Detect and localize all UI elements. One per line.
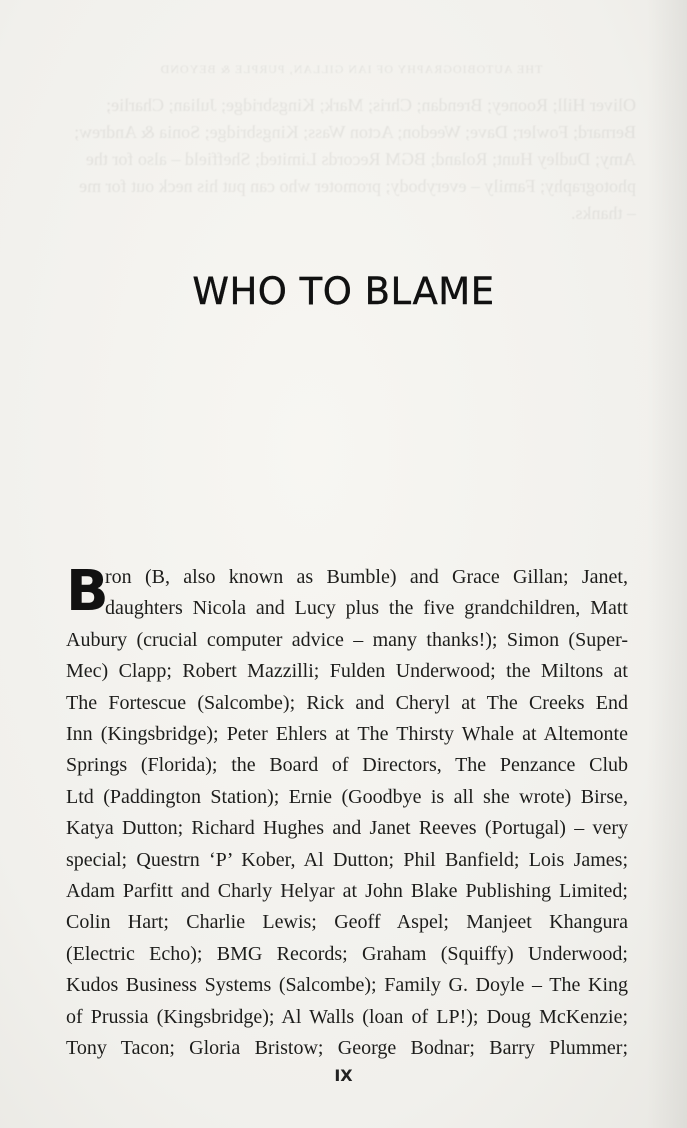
- acknowledgements-paragraph: [66, 559, 628, 1065]
- text-line: Mec) Clapp; Robert Mazzilli; Fulden Underwood; the Miltons at: [66, 660, 628, 683]
- bleed-through-text: Oliver Hill; Rooney; Brendan; Chris; Mark; Kingsbridge; Julian; Charlie; Bernard; Fowler; Dave; Weedon; Acton Wass; Kingsbridge; Sonia & Andrew; Amy; Dudley Hunt; Roland; BGM Records Limited; Sheffield – also for the photography; Family – everybody; promoter who can put his neck out for me – thanks.: [74, 95, 636, 223]
- text-line: Tony Tacon; Gloria Bristow; George Bodnar; Barry Plummer;: [66, 1037, 628, 1060]
- text-line: ron (B, also known as Bumble) and Grace Gillan; Janet,: [105, 566, 628, 588]
- text-line: of Prussia (Kingsbridge); Al Walls (loan of LP!); Doug McKenzie;: [66, 1005, 628, 1028]
- chapter-title: WHO TO BLAME: [192, 270, 495, 313]
- text-line: Adam Parfitt and Charly Helyar at John Blake Publishing Limited;: [66, 880, 628, 903]
- text-line: Inn (Kingsbridge); Peter Ehlers at The Thirsty Whale at Altemonte: [66, 723, 628, 746]
- text-line: Springs (Florida); the Board of Directors, The Penzance Club: [66, 754, 628, 777]
- text-line: (Electric Echo); BMG Records; Graham (Squiffy) Underwood;: [66, 942, 628, 965]
- drop-cap: B: [66, 559, 109, 624]
- text-line: special; Questrn ‘P’ Kober, Al Dutton; Phil Banfield; Lois James;: [66, 848, 628, 871]
- text-line: Ltd (Paddington Station); Ernie (Goodbye is all she wrote) Birse,: [66, 785, 628, 808]
- bleed-through-running-head: THE AUTOBIOGRAPHY OF IAN GILLAN, PURPLE & BEYOND: [159, 62, 543, 76]
- page-number: IX: [334, 1066, 353, 1085]
- text-line: Aubury (crucial computer advice – many thanks!); Simon (Super-: [66, 628, 628, 651]
- text-line: Kudos Business Systems (Salcombe); Family G. Doyle – The King: [66, 974, 628, 997]
- text-line: Katya Dutton; Richard Hughes and Janet Reeves (Portugal) – very: [66, 817, 628, 840]
- text-line: daughters Nicola and Lucy plus the five grandchildren, Matt: [105, 597, 628, 620]
- text-line: Colin Hart; Charlie Lewis; Geoff Aspel; Manjeet Khangura: [66, 911, 628, 934]
- text-line: The Fortescue (Salcombe); Rick and Cheryl at The Creeks End: [66, 691, 628, 714]
